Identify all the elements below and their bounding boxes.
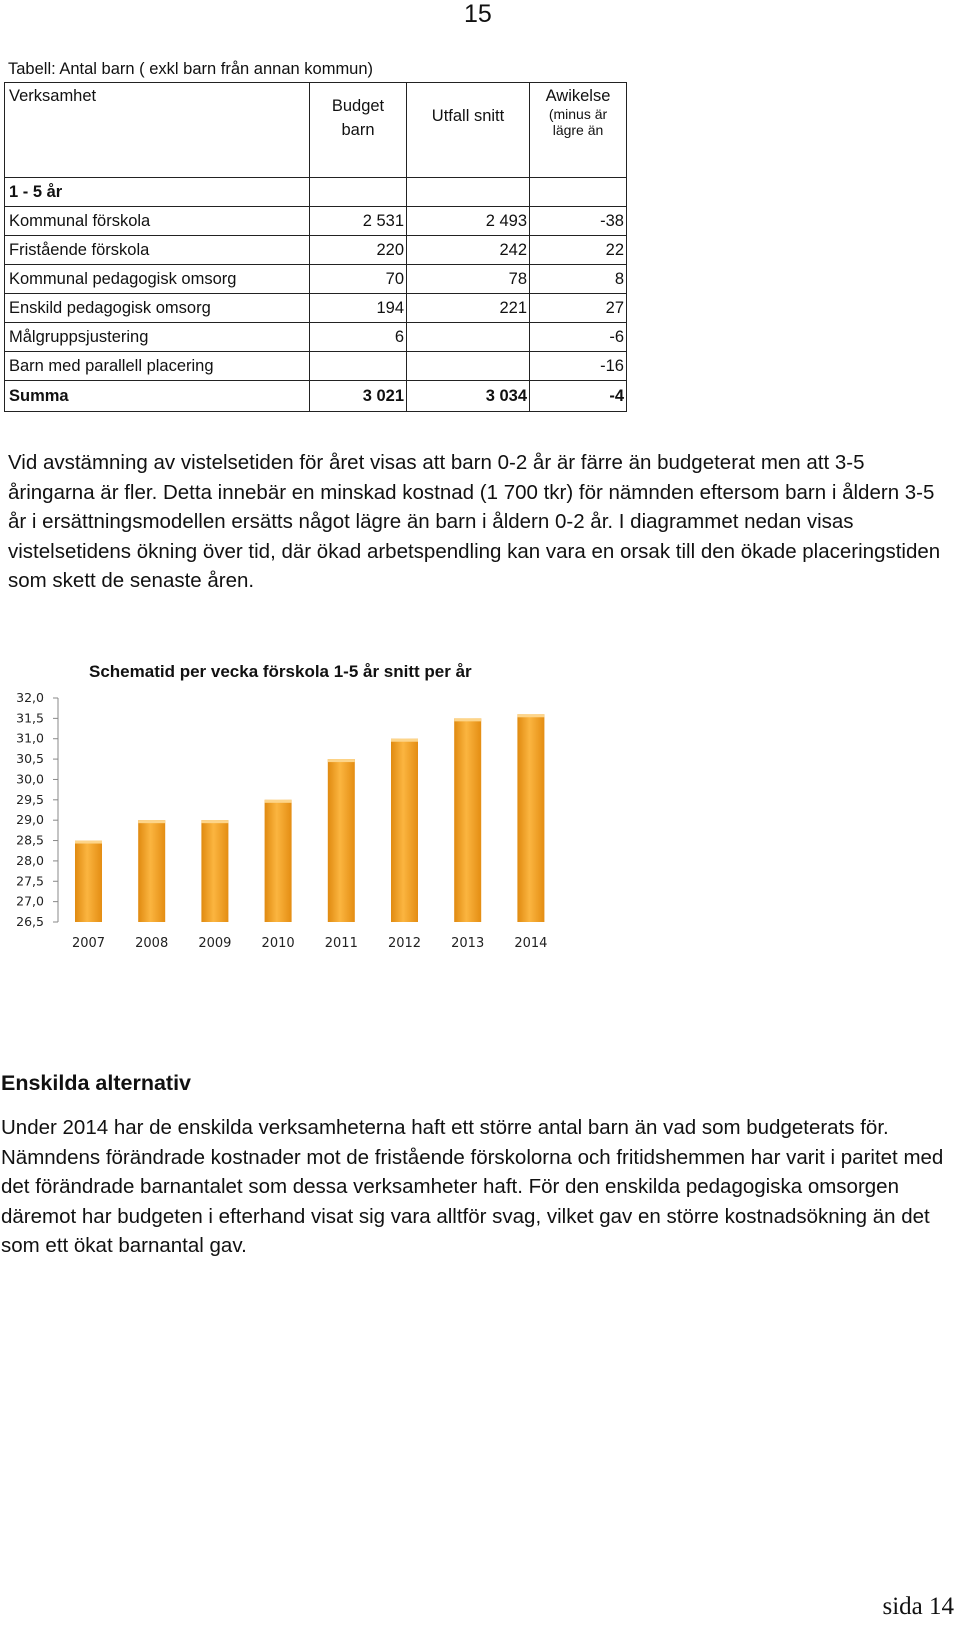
bar-2012 — [391, 739, 418, 922]
y-tick-label: 30,5 — [16, 751, 44, 767]
row-utfall: 2 493 — [407, 207, 530, 236]
row-label: Kommunal pedagogisk omsorg — [5, 265, 310, 294]
row-utfall: 78 — [407, 265, 530, 294]
bar-2011 — [328, 759, 355, 922]
table-header-row — [5, 83, 627, 178]
bar-2014 — [517, 714, 544, 922]
header-awikelse-sub1: (minus är — [548, 106, 608, 122]
x-tick-label: 2011 — [324, 936, 358, 951]
row-budget: 194 — [310, 294, 407, 323]
body-paragraph: Vid avstämning av vistelsetiden för året visas att barn 0-2 år är färre än budgeterat men att 3-5 åringarna är fler. Detta innebär en minskad kostnad (1 700 tkr) för nämnden eftersom barn i åldern 3-5 år i ersättningsmodellen ersätts något lägre än barn i åldern 0-2 år. I diagrammet nedan visas vistelsetidens ökning över tid, där ökad arbetspendling kan vara en orsak till den ökade placeringstiden som skett de senaste åren. — [8, 451, 941, 592]
y-tick-label: 31,5 — [16, 710, 44, 726]
row-label: Barn med parallell placering — [5, 352, 310, 381]
header-budget-line2: barn — [341, 121, 375, 139]
table-row — [5, 265, 627, 294]
header-budget — [310, 83, 407, 178]
x-tick-label: 2010 — [261, 936, 295, 951]
row-label: Kommunal förskola — [5, 207, 310, 236]
y-tick-label: 29,0 — [16, 812, 44, 828]
y-tick-label: 28,5 — [16, 832, 44, 848]
row-budget: 70 — [310, 265, 407, 294]
bar-highlight — [265, 800, 292, 803]
x-tick-label: 2012 — [387, 936, 422, 951]
table-row — [5, 236, 627, 265]
bar-highlight — [138, 820, 165, 823]
row-awikelse: 22 — [530, 236, 627, 265]
y-tick-label: 30,0 — [16, 771, 44, 787]
sum-budget: 3 021 — [310, 381, 407, 412]
header-verksamhet: Verksamhet — [5, 83, 310, 178]
bar-2010 — [265, 800, 292, 922]
table-row — [5, 207, 627, 236]
row-awikelse: 27 — [530, 294, 627, 323]
bar-highlight — [328, 759, 355, 762]
sum-awikelse: -4 — [530, 381, 627, 412]
row-label: Enskild pedagogisk omsorg — [5, 294, 310, 323]
x-tick-label: 2008 — [135, 936, 169, 951]
table-section-row — [5, 178, 627, 207]
table-caption: Tabell: Antal barn ( exkl barn från annan kommun) — [8, 60, 374, 78]
row-awikelse: -6 — [530, 323, 627, 352]
row-awikelse: -16 — [530, 352, 627, 381]
row-awikelse: -38 — [530, 207, 627, 236]
table-row — [5, 294, 627, 323]
x-tick-label: 2007 — [71, 936, 106, 951]
y-tick-label: 29,5 — [16, 791, 44, 807]
table-row — [5, 352, 627, 381]
y-tick-label: 27,0 — [16, 893, 44, 909]
section-heading: Enskilda alternativ — [1, 1071, 191, 1095]
footer-page-number: sida 14 — [882, 1593, 954, 1620]
sum-label: Summa — [5, 381, 310, 412]
row-budget: 220 — [310, 236, 407, 265]
y-tick-label: 26,5 — [16, 914, 44, 929]
bar-highlight — [75, 841, 102, 844]
section-label: 1 - 5 år — [5, 178, 310, 207]
y-tick-label: 27,5 — [16, 873, 44, 889]
children-count-table — [4, 82, 627, 412]
x-tick-label: 2014 — [514, 936, 548, 951]
x-tick-label: 2009 — [198, 936, 232, 951]
header-awikelse-title: Awikelse — [545, 87, 611, 105]
bar-2009 — [201, 820, 228, 922]
header-utfall: Utfall snitt — [407, 83, 530, 178]
row-budget: 2 531 — [310, 207, 407, 236]
row-utfall: 221 — [407, 294, 530, 323]
row-utfall — [407, 323, 530, 352]
row-awikelse: 8 — [530, 265, 627, 294]
row-budget — [310, 352, 407, 381]
header-budget-line1: Budget — [331, 97, 385, 115]
header-awikelse — [530, 83, 627, 178]
header-awikelse-sub2: lägre än — [552, 122, 604, 138]
table-row — [5, 323, 627, 352]
page-number: 15 — [464, 0, 492, 28]
bar-2008 — [138, 820, 165, 922]
bar-highlight — [517, 714, 544, 717]
chart-title: Schematid per vecka förskola 1-5 år snitt per år — [89, 662, 472, 681]
bar-2013 — [454, 718, 481, 922]
bar-highlight — [391, 739, 418, 742]
row-utfall: 242 — [407, 236, 530, 265]
sum-utfall: 3 034 — [407, 381, 530, 412]
y-tick-label: 32,0 — [16, 690, 44, 705]
row-label: Målgruppsjustering — [5, 323, 310, 352]
row-label: Fristående förskola — [5, 236, 310, 265]
table-sum-row — [5, 381, 627, 412]
y-tick-label: 31,0 — [16, 730, 44, 746]
row-utfall — [407, 352, 530, 381]
x-tick-label: 2013 — [451, 936, 485, 951]
bar-chart — [0, 680, 600, 1005]
bar-highlight — [201, 820, 228, 823]
row-budget: 6 — [310, 323, 407, 352]
bar-2007 — [75, 841, 102, 922]
bar-highlight — [454, 718, 481, 721]
body-paragraph: Under 2014 har de enskilda verksamheterna haft ett större antal barn än vad som budgeterats för. Nämndens förändrade kostnader mot de fristående förskolorna och fritidshemmen har varit i paritet med det förändrade barnantalet som dessa verksamheter haft. För den enskilda pedagogiska omsorgen däremot har budgeten i efterhand visat sig vara alltför svag, vilket gav en större kostnadsökning än det som ett ökat barnantal gav. — [1, 1116, 944, 1257]
y-tick-label: 28,0 — [16, 852, 44, 868]
